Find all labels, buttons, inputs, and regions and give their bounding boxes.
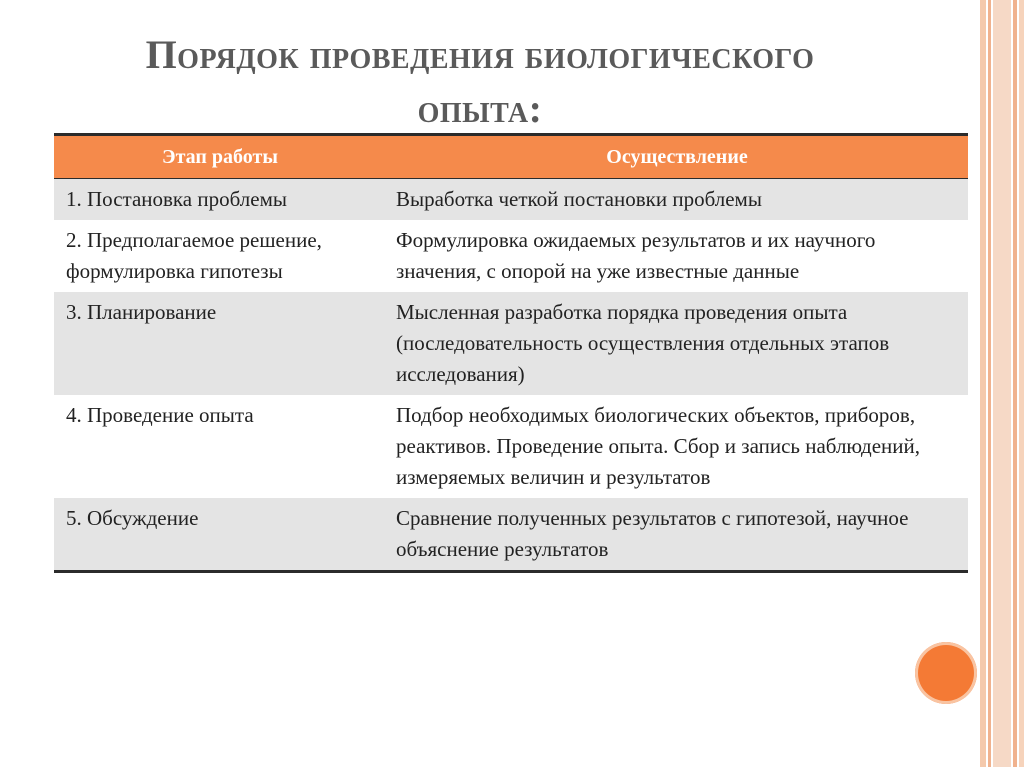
- table-row: [54, 292, 968, 395]
- table-header-row: [54, 135, 968, 179]
- table-row: [54, 179, 968, 221]
- decorative-circle-icon: [915, 642, 977, 704]
- stripe: [993, 0, 1011, 767]
- implementation-cell: Мысленная разработка порядка проведения опыта (последовательность осуществления отдельных этапов исследования): [386, 292, 968, 395]
- stage-cell: 3. Планирование: [54, 292, 386, 395]
- stripe: [1013, 0, 1017, 767]
- stage-cell: 5. Обсуждение: [54, 498, 386, 572]
- table-row: [54, 498, 968, 572]
- stage-cell: 4. Проведение опыта: [54, 395, 386, 498]
- header-implementation: Осуществление: [386, 135, 968, 179]
- slide-title: [60, 28, 900, 136]
- stripe: [980, 0, 986, 767]
- table-row: [54, 395, 968, 498]
- implementation-cell: Подбор необходимых биологических объектов, приборов, реактивов. Проведение опыта. Сбор и запись наблюдений, измеряемых величин и результатов: [386, 395, 968, 498]
- stripe: [988, 0, 991, 767]
- slide-title-line-2: опыта:: [417, 86, 543, 131]
- decorative-side-stripes: [980, 0, 1024, 767]
- experiment-steps-table: [54, 133, 968, 573]
- slide-title-line-1: Порядок проведения биологического: [145, 32, 815, 77]
- header-stage: Этап работы: [54, 135, 386, 179]
- implementation-cell: Выработка четкой постановки проблемы: [386, 179, 968, 221]
- stripe: [1019, 0, 1024, 767]
- stage-cell: 2. Предполагаемое решение, формулировка гипотезы: [54, 220, 386, 292]
- implementation-cell: Формулировка ожидаемых результатов и их научного значения, с опорой на уже известные данные: [386, 220, 968, 292]
- implementation-cell: Сравнение полученных результатов с гипотезой, научное объяснение результатов: [386, 498, 968, 572]
- table-row: [54, 220, 968, 292]
- stage-cell: 1. Постановка проблемы: [54, 179, 386, 221]
